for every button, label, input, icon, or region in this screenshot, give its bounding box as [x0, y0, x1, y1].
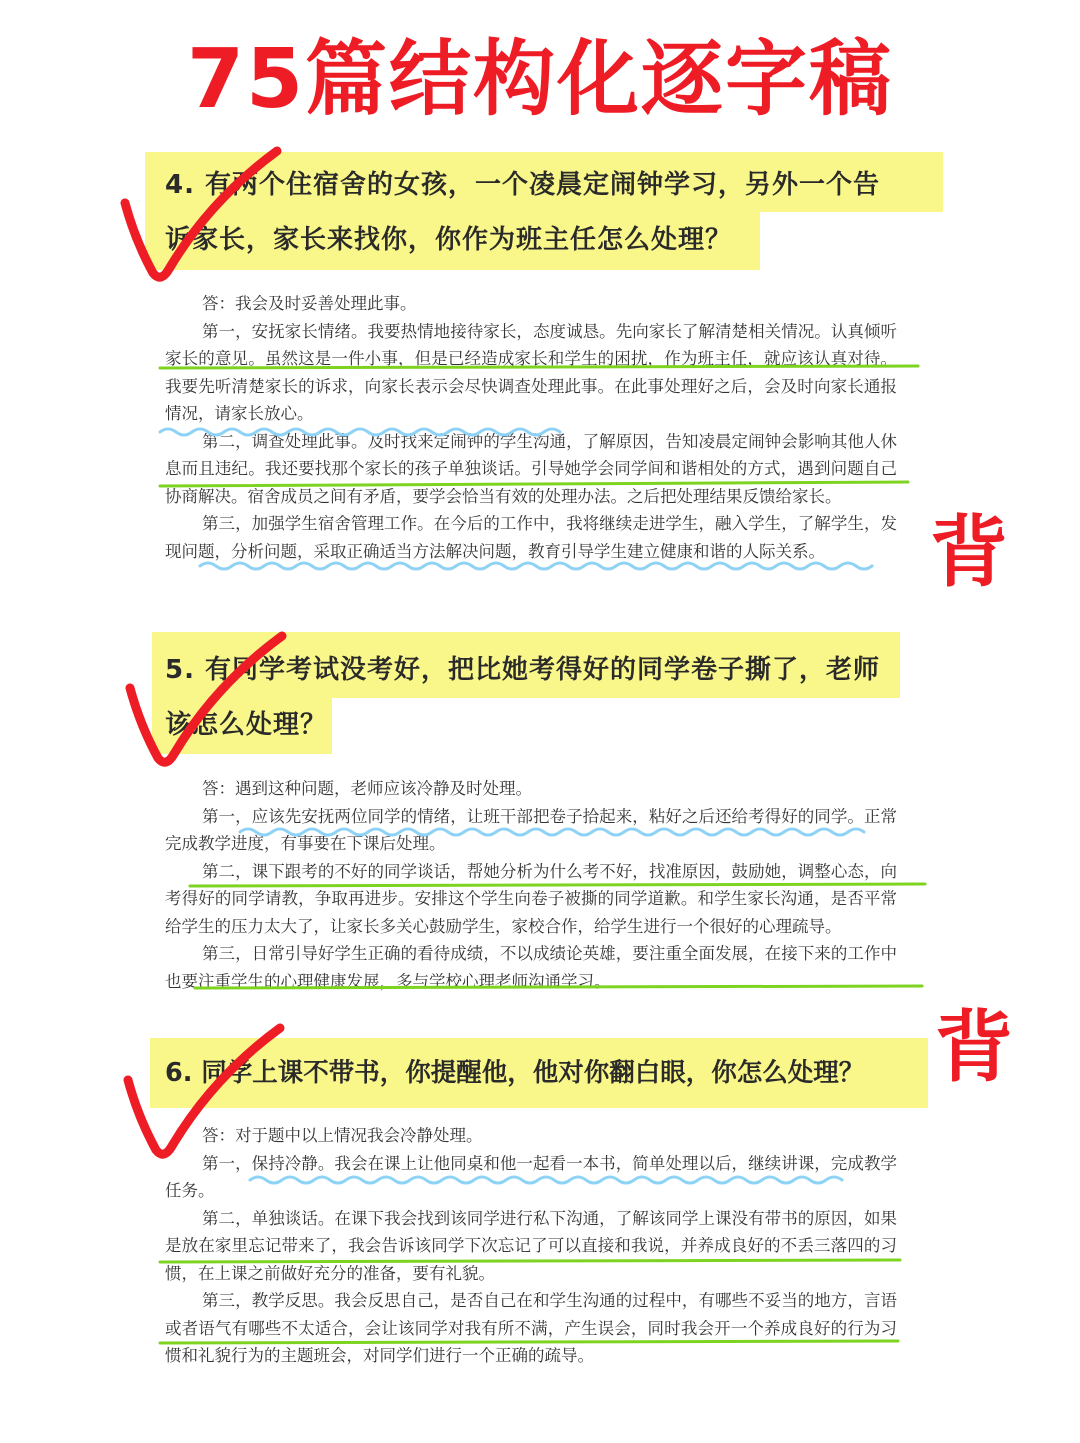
page-title: 75篇结构化逐字稿 — [186, 32, 894, 127]
side-mark-memorize: 背 — [930, 508, 1009, 598]
answer-paragraph: 第三，加强学生宿舍管理工作。在今后的工作中，我将继续走进学生，融入学生，了解学生，发现问题，分析问题，采取正确适当方法解决问题，教育引导学生建立健康和谐的人际关系。 — [165, 514, 897, 561]
question-4-line2: 诉家长，家长来找你，你作为班主任怎么处理？ — [165, 225, 733, 255]
question-4-line1: 4. 有两个住宿舍的女孩，一个凌晨定闹钟学习，另外一个告 — [165, 170, 881, 200]
answer-5 — [165, 775, 897, 995]
question-6-line1: 6. 同学上课不带书，你提醒他，他对你翻白眼，你怎么处理？ — [165, 1058, 865, 1088]
answer-paragraph: 第二，课下跟考的不好的同学谈话，帮她分析为什么考不好，找准原因，鼓励她，调整心态，向考得好的同学请教，争取再进步。安排这个学生向卷子被撕的同学道歉。和学生家长沟通，是否平常给学生的压力太大了，让家长多关心鼓励学生，家校合作，给学生进行一个很好的心理疏导。 — [165, 861, 897, 936]
check-mark-icon — [118, 1022, 288, 1172]
answer-paragraph: 答：遇到这种问题，老师应该冷静及时处理。 — [202, 779, 532, 798]
side-mark-memorize: 背 — [935, 1003, 1014, 1093]
answer-paragraph: 第二，单独谈话。在课下我会找到该同学进行私下沟通，了解该同学上课没有带书的原因，如果是放在家里忘记带来了，我会告诉该同学下次忘记了可以直接和我说，并养成良好的不丢三落四的习惯，在上课之前做好充分的准备，要有礼貌。 — [165, 1208, 897, 1283]
answer-paragraph: 答：我会及时妥善处理此事。 — [202, 294, 417, 313]
question-5-line2: 该怎么处理？ — [165, 710, 328, 740]
answer-4 — [165, 290, 897, 565]
check-mark-icon — [115, 145, 285, 295]
check-mark-icon — [120, 630, 290, 780]
answer-paragraph: 第一，保持冷静。我会在课上让他同桌和他一起看一本书，简单处理以后，继续讲课，完成教学任务。 — [165, 1153, 897, 1200]
answer-paragraph: 答：对于题中以上情况我会冷静处理。 — [202, 1126, 483, 1145]
question-5-line1: 5. 有同学考试没考好，把比她考得好的同学卷子撕了，老师 — [165, 655, 881, 685]
answer-paragraph: 第一，安抚家长情绪。我要热情地接待家长，态度诚恳。先向家长了解清楚相关情况。认真倾听家长的意见。虽然这是一件小事，但是已经造成家长和学生的困扰，作为班主任，就应该认真对待。我要先听清楚家长的诉求，向家长表示会尽快调查处理此事。在此事处理好之后，会及时向家长通报情况，请家长放心。 — [165, 321, 897, 423]
answer-paragraph: 第一，应该先安抚两位同学的情绪，让班干部把卷子拾起来，粘好之后还给考得好的同学。正常完成教学进度，有事要在下课后处理。 — [165, 806, 897, 853]
answer-paragraph: 第三，教学反思。我会反思自己，是否自己在和学生沟通的过程中，有哪些不妥当的地方，言语或者语气有哪些不太适合，会让该同学对我有所不满，产生误会，同时我会开一个养成良好的行为习惯和礼貌行为的主题班会，对同学们进行一个正确的疏导。 — [165, 1291, 897, 1365]
answer-paragraph: 第二，调查处理此事。及时找来定闹钟的学生沟通，了解原因，告知凌晨定闹钟会影响其他人休息而且违纪。我还要找那个家长的孩子单独谈话。引导她学会同学间和谐相处的方式，遇到问题自己协商解决。宿舍成员之间有矛盾，要学会恰当有效的处理办法。之后把处理结果反馈给家长。 — [165, 431, 897, 506]
answer-paragraph: 第三，日常引导好学生正确的看待成绩，不以成绩论英雄，要注重全面发展，在接下来的工作中也要注重学生的心理健康发展，多与学校心理老师沟通学习。 — [165, 944, 897, 991]
